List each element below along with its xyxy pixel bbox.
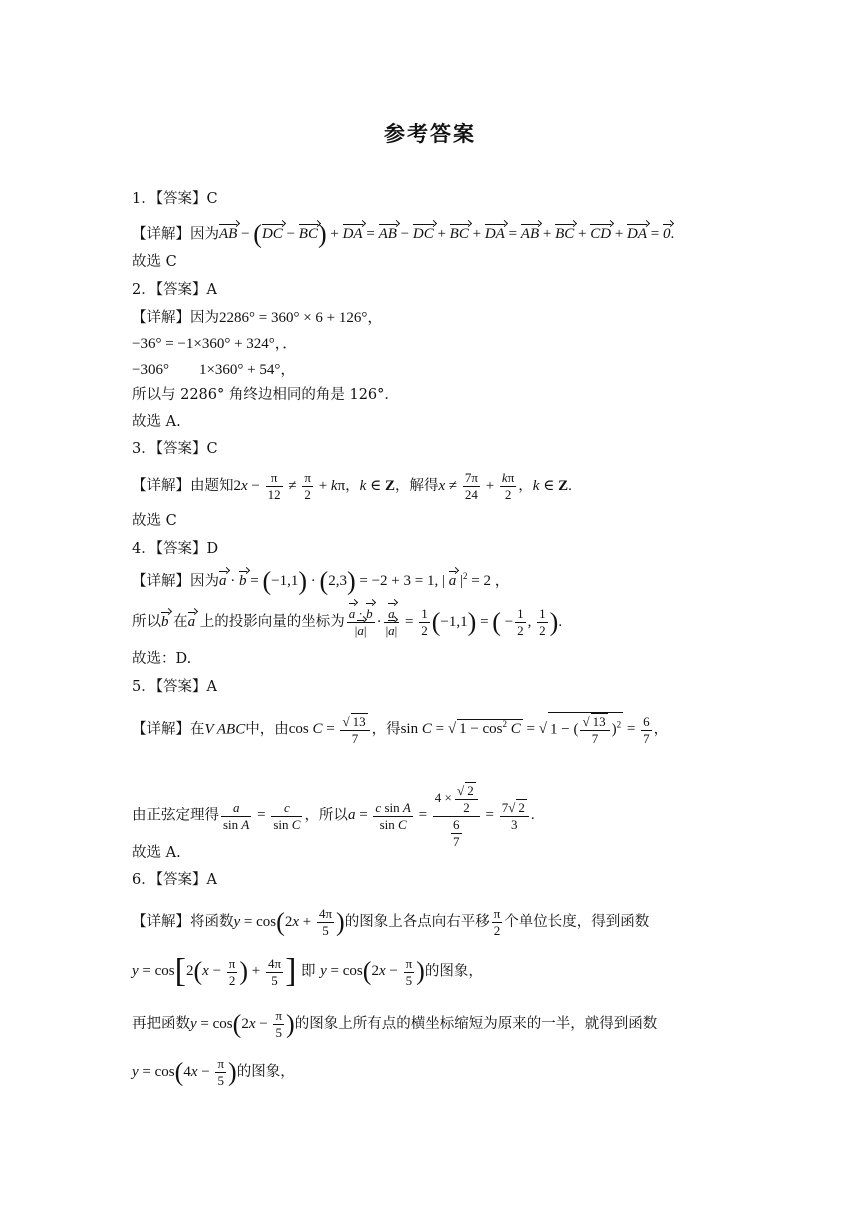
q2-conclusion: 故选 A. <box>132 414 181 430</box>
q6-answer: 6．【答案】A <box>132 872 217 888</box>
q4-answer: 4．【答案】D <box>132 541 219 557</box>
q6-detail: 【详解】将函数y = cos(2x + $\frac{4\pi}{5}$ )的图象上各点向右平移 $\frac{\pi}{2}$ 个单位长度，得到函数 <box>132 906 650 938</box>
q5-conclusion: 故选 A. <box>132 845 181 861</box>
q4-conclusion: 故选：D. <box>132 651 192 667</box>
q2-line2: −36° = −1×360° + 324°，． <box>132 336 298 352</box>
q2-line3: −306° 1×360° + 54°， <box>132 362 296 378</box>
q5-detail: 【详解】在V ABC中，由cos C = $\frac{√ 13}{7}$ ，得sin C = √ $1 - \cos^2 C$ = √ 1 − ( $\frac{√ 13}{7}$ )$^2$ = $\frac{6}{7}$ ， <box>132 713 669 746</box>
q1-conclusion: 故选 C <box>132 254 177 270</box>
q1-answer: 1．【答案】C <box>132 191 218 207</box>
q6-line2: y = cos[2(x − $\frac{\pi}{2}$ ) + $\frac{4\pi}{5}$ ] 即 y = cos(2x − $\frac{\pi}{5}$ )的图象， <box>132 953 483 990</box>
q5-answer: 5．【答案】A <box>132 679 217 695</box>
q4-detail: 【详解】因为a · b = (−1,1) · (2,3) = −2 + 3 = 1, | a $|^2 = 2$ ， <box>132 567 510 596</box>
q2-line4: 所以与 2286° 角终边相同的角是 126°． <box>132 387 399 403</box>
q5-line2: 由正弦定理得 $\frac{a}{\text{sin A}}$ = $\frac{c}{\text{sin C}}$ ，所以a = $\frac{\text{c sin A}}{\text{sin C}}$ = 4 × $\frac{√ 2}{2}$ $\frac{6}{7}$ = $\frac{7√ 2}{3}$ . <box>132 783 535 849</box>
q3-answer: 3．【答案】C <box>132 441 218 457</box>
q1-detail: 【详解】因为AB − (DC − BC) + DA = AB − DC + BC + DA = AB + BC + CD + DA = 0. <box>132 220 675 249</box>
q6-line4: y = cos(4x − $\frac{\pi}{5}$ )的图象， <box>132 1056 295 1088</box>
q3-detail: 【详解】由题知2x − $\frac{\pi}{12}$ ≠ $\frac{\pi}{2}$ + kπ，k ∈ Z，解得x ≠ $\frac{7\pi}{24}$ + $\frac{k\pi}{2}$ ，k ∈ Z. <box>132 470 572 502</box>
page-title: 参考答案 <box>384 122 476 146</box>
q2-detail: 【详解】因为2286° = 360° × 6 + 126°， <box>132 310 383 326</box>
q6-line3: 再把函数y = cos(2x − $\frac{\pi}{5}$ )的图象上所有点的横坐标缩短为原来的一半，就得到函数 <box>132 1008 658 1040</box>
q4-line2: 所以b 在a 上的投影向量的坐标为 $\frac{a \cdot b}{|a|}$ · $\frac{a}{|a|}$ = $\frac{1}{2}$ (−1,1) = ( − $\frac{1}{2}$ , $\frac{1}{2}$ ). <box>132 606 563 638</box>
q2-answer: 2．【答案】A <box>132 282 217 298</box>
q3-conclusion: 故选 C <box>132 513 177 529</box>
